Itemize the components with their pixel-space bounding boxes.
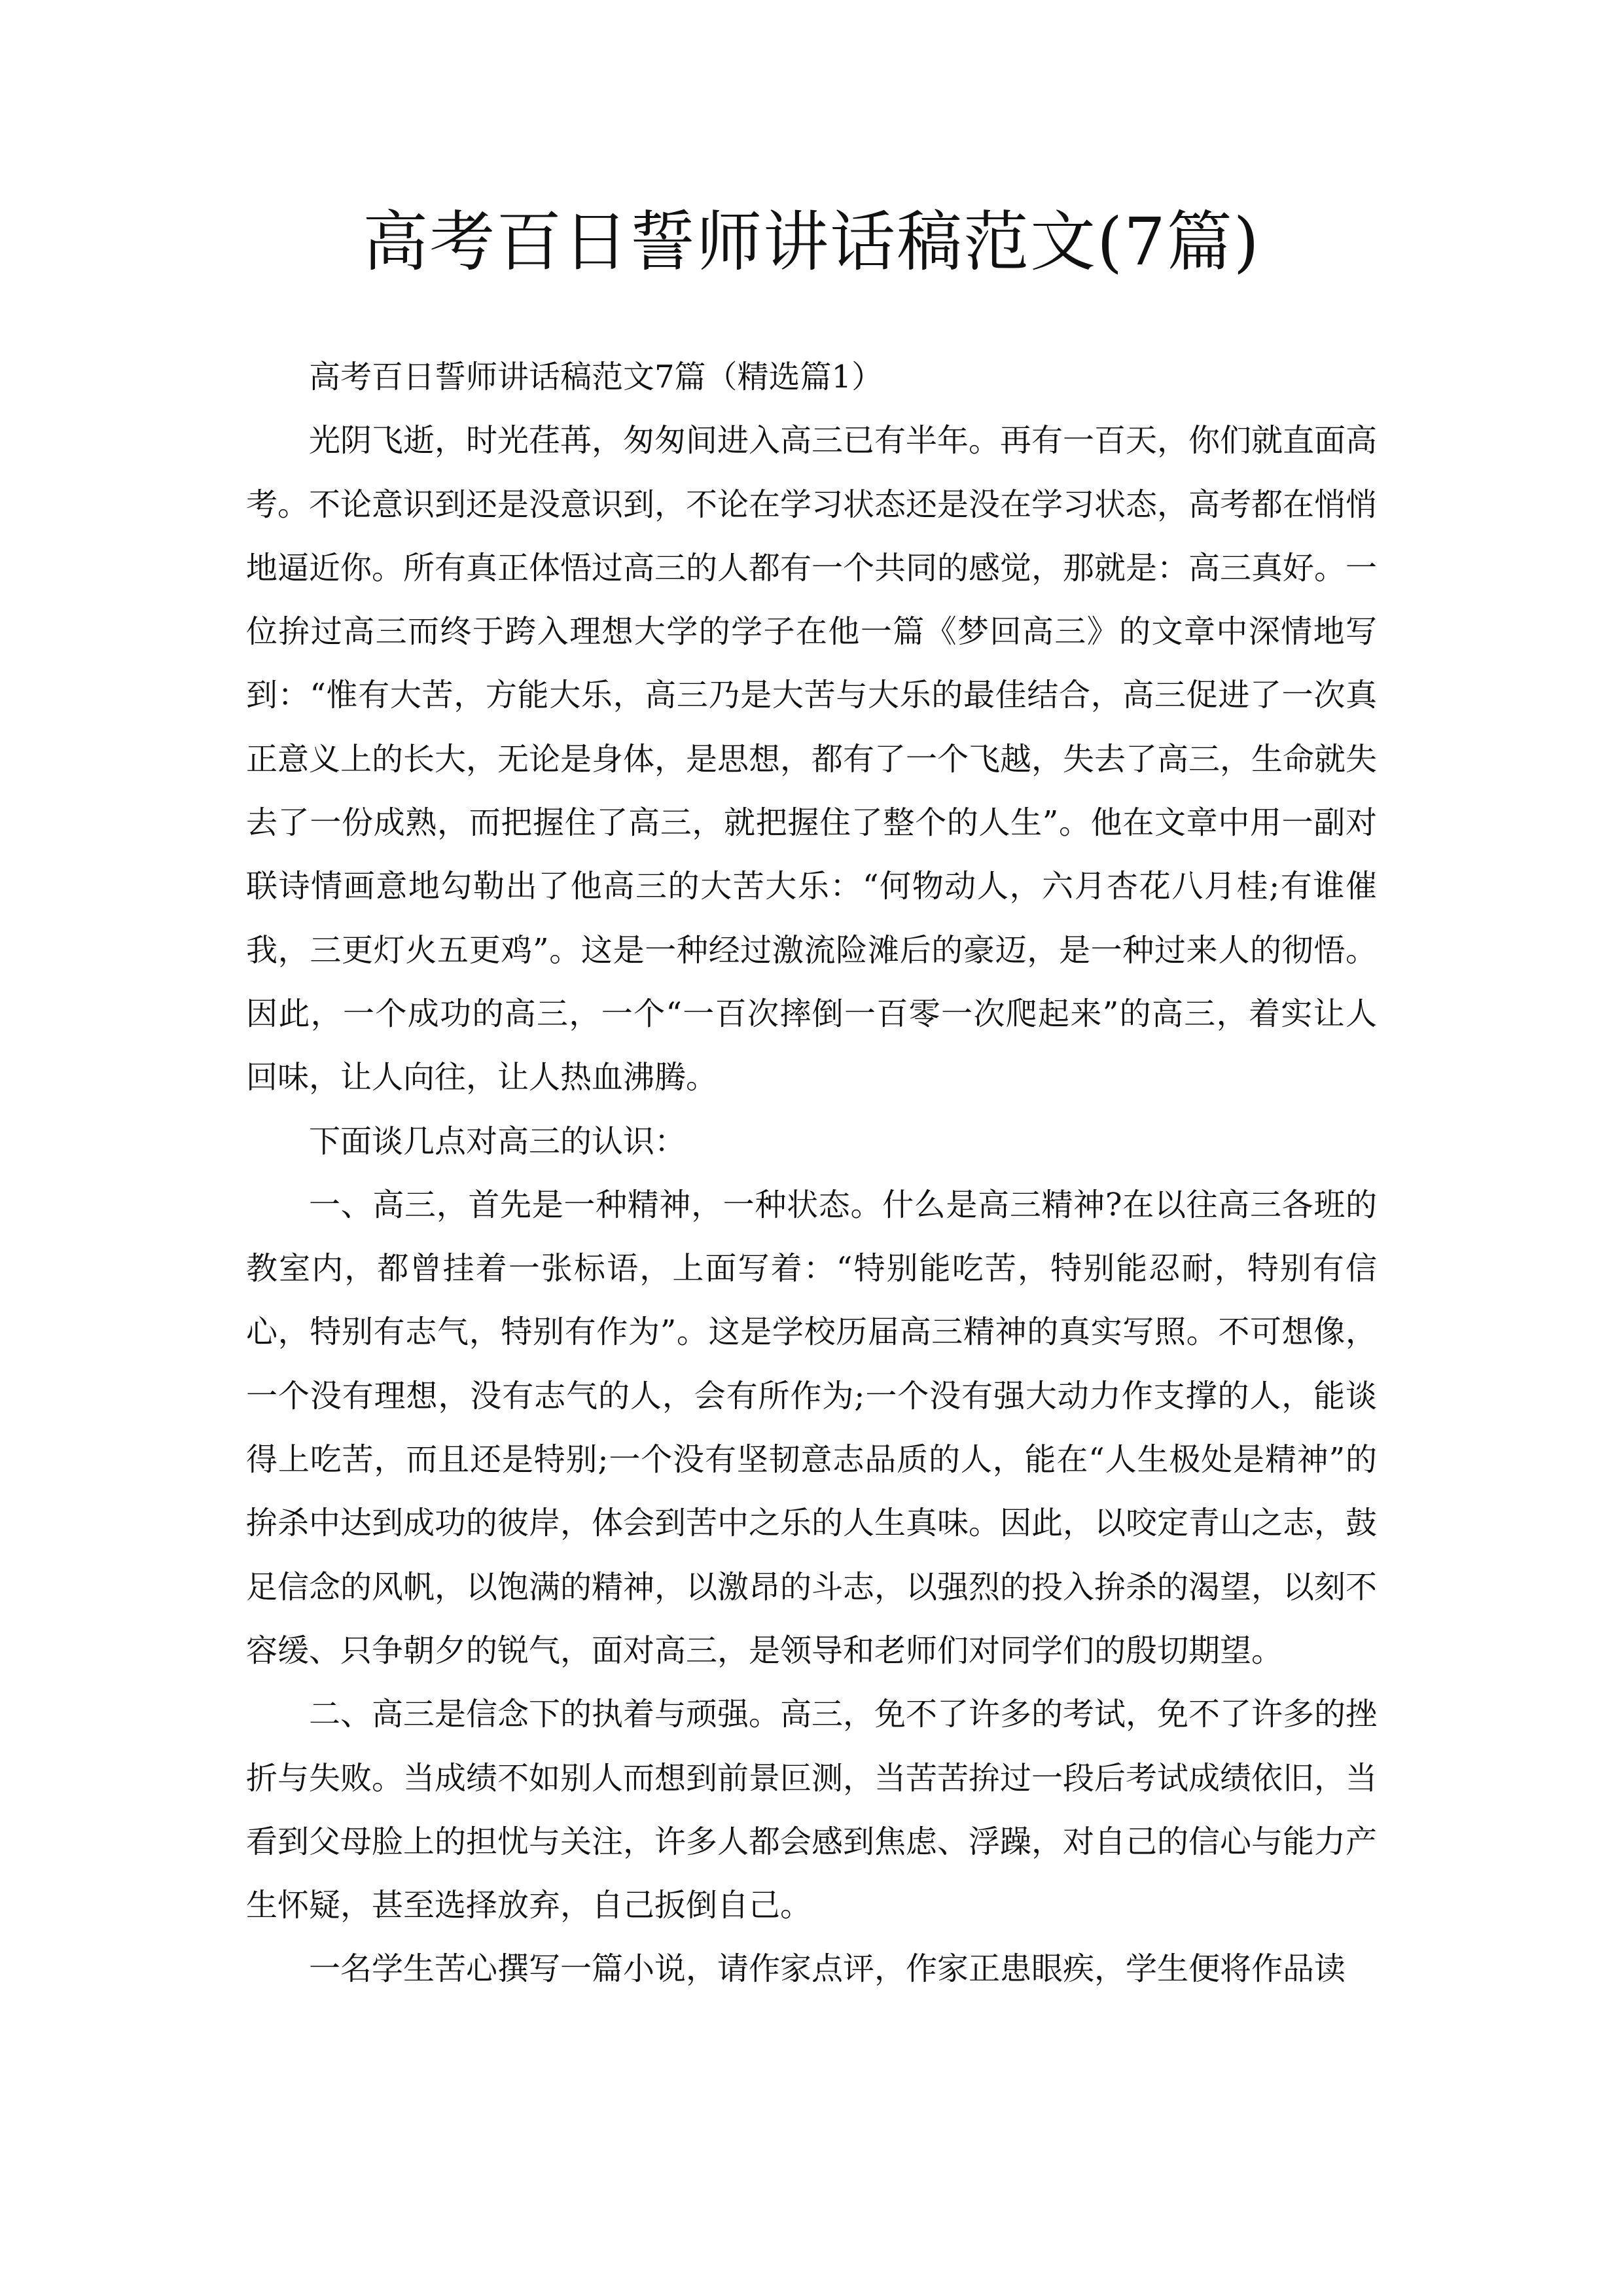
document-body: [246, 346, 1377, 2001]
section-heading: 高考百日誓师讲话稿范文7篇（精选篇1）: [309, 359, 883, 395]
paragraph: 一名学生苦心撰写一篇小说，请作家点评，作家正患眼疾，学生便将作品读: [309, 1950, 1346, 1988]
paragraph: 下面谈几点对高三的认识：: [309, 1122, 687, 1160]
paragraph: 一、高三，首先是一种精神，一种状态。什么是高三精神?在以往高三各班的教室内，都曾挂着一张标语，上面写着：“特别能吃苦，特别能忍耐，特别有信心，特别有志气，特别有作为”。这是学校历届高三精神的真实写照。不可想像，一个没有理想，没有志气的人，会有所作为;一个没有强大动力作支撑的人，能谈得上吃苦，而且还是特别;一个没有坚韧意志品质的人，能在“人生极处是精神”的拚杀中达到成功的彼岸，体会到苦中之乐的人生真味。因此，以咬定青山之志，鼓足信念的风帆，以饱满的精神，以激昂的斗志，以强烈的投入拚杀的渴望，以刻不容缓、只争朝夕的锐气，面对高三，是领导和老师们对同学们的殷切期望。: [246, 1186, 1378, 1669]
document-title: 高考百日誓师讲话稿范文(7篇): [363, 204, 1260, 280]
paragraph: 二、高三是信念下的执着与顽强。高三，免不了许多的考试，免不了许多的挫折与失败。当成绩不如别人而想到前景叵测，当苦苦拚过一段后考试成绩依旧，当看到父母脸上的担忧与关注，许多人都会感到焦虑、浮躁，对自己的信心与能力产生怀疑，甚至选择放弃，自己扳倒自己。: [246, 1696, 1378, 1924]
paragraph: 光阴飞逝，时光荏苒，匆匆间进入高三已有半年。再有一百天，你们就直面高考。不论意识到还是没意识到，不论在学习状态还是没在学习状态，高考都在悄悄地逼近你。所有真正体悟过高三的人都有一个共同的感觉，那就是：高三真好。一位拚过高三而终于跨入理想大学的学子在他一篇《梦回高三》的文章中深情地写到：“惟有大苦，方能大乐，高三乃是大苦与大乐的最佳结合，高三促进了一次真正意义上的长大，无论是身体，是思想，都有了一个飞越，失去了高三，生命就失去了一份成熟，而把握住了高三，就把握住了整个的人生”。他在文章中用一副对联诗情画意地勾勒出了他高三的大苦大乐：“何物动人，六月杏花八月桂;有谁催我，三更灯火五更鸡”。这是一种经过激流险滩后的豪迈，是一种过来人的彻悟。因此，一个成功的高三，一个“一百次摔倒一百零一次爬起来”的高三，着实让人回味，让人向往，让人热血沸腾。: [246, 422, 1378, 1096]
